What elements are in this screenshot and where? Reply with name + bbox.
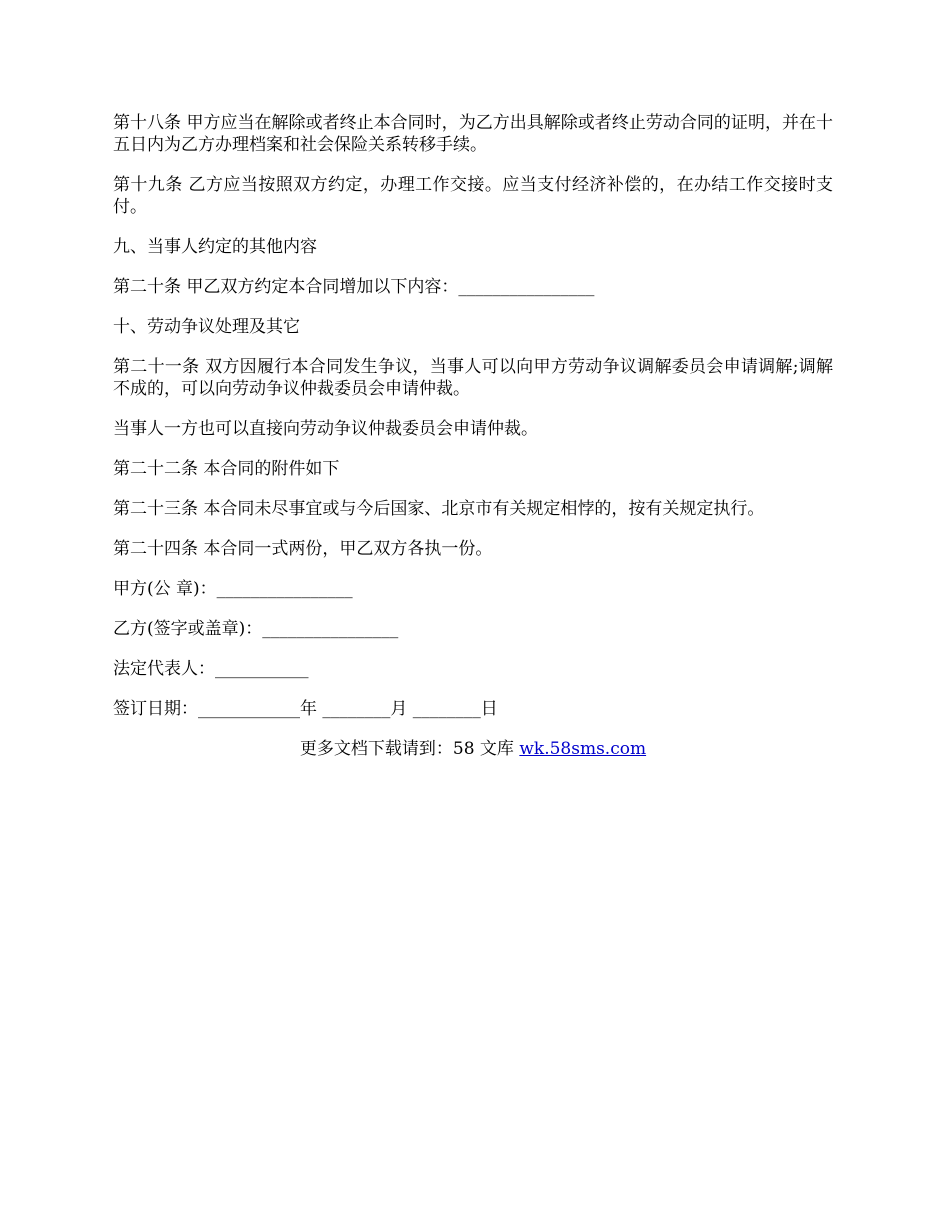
footer-link[interactable]: wk.58sms.com (519, 739, 647, 759)
party-b-signature-line: 乙方(签字或盖章)：________________ (113, 619, 399, 639)
footer-prefix: 更多文档下载请到：58 文库 (299, 739, 520, 759)
article-20: 第二十条 甲乙双方约定本合同增加以下内容：________________ (113, 277, 595, 297)
article-19: 第十九条 乙方应当按照双方约定，办理工作交接。应当支付经济补偿的，在办结工作交接时支付。 (113, 175, 833, 217)
article-24: 第二十四条 本合同一式两份，甲乙双方各执一份。 (113, 539, 493, 559)
legal-representative-line: 法定代表人：___________ (113, 659, 309, 679)
party-a-seal-line: 甲方(公 章)：________________ (113, 579, 353, 599)
section-9-heading: 九、当事人约定的其他内容 (113, 237, 317, 257)
document-page (113, 112, 833, 760)
arbitration-note: 当事人一方也可以直接向劳动争议仲裁委员会申请仲裁。 (113, 419, 538, 439)
signing-date-line: 签订日期：____________年 ________月 ________日 (113, 699, 498, 719)
article-18: 第十八条 甲方应当在解除或者终止本合同时，为乙方出具解除或者终止劳动合同的证明，并在十五日内为乙方办理档案和社会保险关系转移手续。 (113, 113, 833, 155)
article-22: 第二十二条 本合同的附件如下 (113, 459, 340, 479)
article-23: 第二十三条 本合同未尽事宜或与今后国家、北京市有关规定相悖的，按有关规定执行。 (113, 499, 765, 519)
article-21: 第二十一条 双方因履行本合同发生争议，当事人可以向甲方劳动争议调解委员会申请调解;调解不成的，可以向劳动争议仲裁委员会申请仲裁。 (113, 357, 833, 399)
section-10-heading: 十、劳动争议处理及其它 (113, 317, 300, 337)
download-footer (113, 738, 833, 760)
